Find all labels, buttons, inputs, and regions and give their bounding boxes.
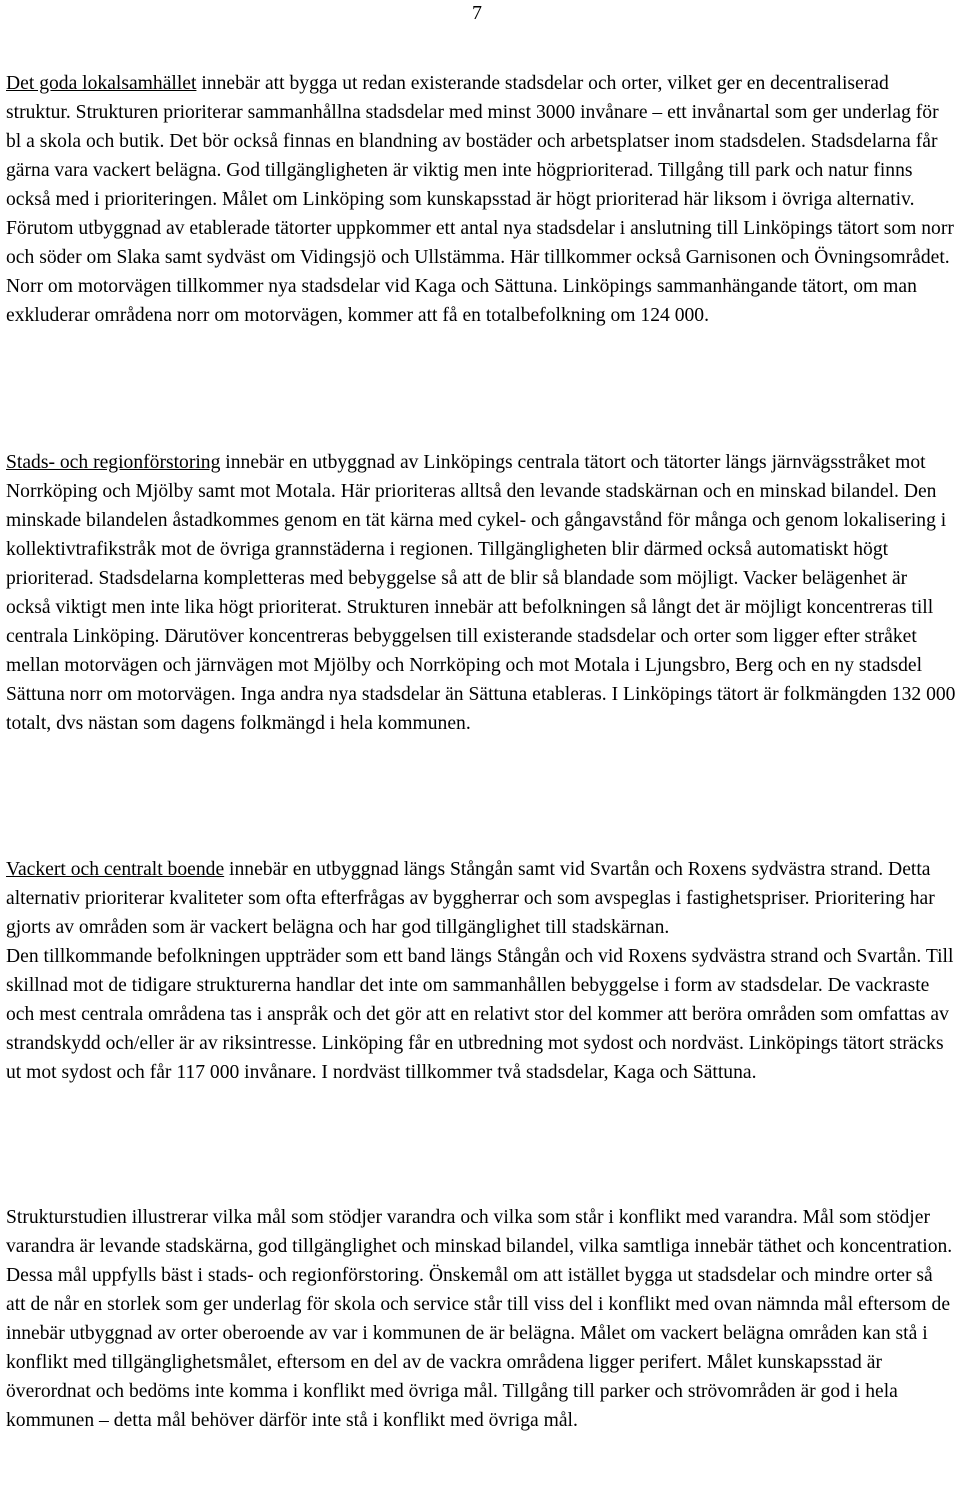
paragraph-text: innebär en utbyggnad av Linköpings centrala tätort och tätorter längs järnvägsstråket mot Norrköping och Mjölby samt mot Motala. Här prioriteras alltså den levande stadskärnan och en minskad bilandel. Den minskade bilandelen åstadkommes genom en tät kärna med cykel- och gångavstånd för många och genom lokalisering i kollektivtrafikstråk mot de övriga grannstäderna i regionen. Tillgängligheten blir därmed också automatiskt högt prioriterad. Stadsdelarna kompletteras med bebyggelse så att de blir så blandade som möjligt. Vacker belägenhet är också viktigt men inte lika högt prioriterat. Strukturen innebär att befolkningen så långt det är möjligt koncentreras till centrala Linköping. Därutöver koncentreras bebyggelsen till existerande stadsdelar och orter som ligger efter stråket mellan motorvägen och järnvägen mot Mjölby och Norrköping och mot Motala i Ljungsbro, Berg och en ny stadsdel Sättuna norr om motorvägen. Inga andra nya stadsdelar än Sättuna etableras. I Linköpings tätort är folkmängden 132 000 totalt, dvs nästan som dagens folkmängd i hela kommunen. <box>6 452 956 734</box>
section-vackert-boende <box>6 855 956 1087</box>
section-heading: Det goda lokalsamhället <box>6 73 197 94</box>
section-heading: Vackert och centralt boende <box>6 859 225 880</box>
paragraph: Den tillkommande befolkningen uppträder som ett band längs Stångån och vid Roxens sydvästra strand och Svartån. Till skillnad mot de tidigare strukturerna handlar det inte om sammanhållen bebyggelse i form av stadsdelar. De vackraste och mest centrala områdena tas i anspråk och det gör att en relativt stor del kommer att beröra områden som omfattas av strandskydd och/eller är av riksintresse. Linköping får en utbredning mot sydost och nordväst. Linköpings tätort sträcks ut mot sydost och får 117 000 invånare. I nordväst tillkommer två stadsdelar, Kaga och Sättuna. <box>6 946 954 1083</box>
page-number: 7 <box>472 2 482 24</box>
paragraph-text: innebär en utbyggnad längs Stångån samt vid Svartån och Roxens sydvästra strand. Detta alternativ prioriterar kvaliteter som ofta efterfrågas av byggherrar och som avspeglas i fastighetspriser. Prioritering har gjorts av områden som är vackert belägna och har god tillgänglighet till stadskärnan. <box>6 859 935 938</box>
section-heading: Stads- och regionförstoring <box>6 452 221 473</box>
paragraph <box>6 855 956 942</box>
section-lokalsamhallet <box>6 69 956 330</box>
paragraph-text: innebär att bygga ut redan existerande stadsdelar och orter, vilket ger en decentraliserad struktur. Strukturen prioriterar sammanhållna stadsdelar med minst 3000 invånare – ett invånartal som ger underlag för bl a skola och butik. Det bör också finnas en blandning av bostäder och arbetsplatser inom stadsdelen. Stadsdelarna får gärna vara vackert belägna. God tillgängligheten är viktig men inte högprioriterad. Tillgång till park och natur finns också med i prioriteringen. Målet om Linköping som kunskapsstad är högt prioriterad här liksom i övriga alternativ. <box>6 73 939 210</box>
paragraph: Förutom utbyggnad av etablerade tätorter uppkommer ett antal nya stadsdelar i anslutning till Linköpings tätort som norr och söder om Slaka samt sydväst om Vidingsjö och Ullstämma. Här tillkommer också Garnisonen och Övningsområdet. Norr om motorvägen tillkommer nya stadsdelar vid Kaga och Sättuna. Linköpings sammanhängande tätort, om man exkluderar områdena norr om motorvägen, kommer att få en totalbefolkning om 124 000. <box>6 218 954 326</box>
paragraph <box>6 69 956 214</box>
paragraph: Strukturstudien illustrerar vilka mål som stödjer varandra och vilka som står i konflikt med varandra. Mål som stödjer varandra är levande stadskärna, god tillgänglighet och minskad bilandel, vilka samtliga innebär täthet och koncentration. Dessa mål uppfylls bäst i stads- och regionförstoring. Önskemål om att istället bygga ut stadsdelar och mindre orter så att de når en storlek som ger underlag för skola och service står till viss del i konflikt med ovan nämnda mål eftersom de innebär utbyggnad av orter oberoende av var i kommunen de är belägna. Målet om vackert belägna områden kan stå i konflikt med tillgänglighetsmålet, eftersom en del av de vackra områdena ligger perifert. Målet kunskapsstad är överordnat och bedöms inte komma i konflikt med övriga mål. Tillgång till parker och strövområden är god i hela kommunen – detta mål behöver därför inte stå i konflikt med övriga mål. <box>6 1207 953 1431</box>
section-summary <box>6 1203 956 1435</box>
section-regionforstoring <box>6 448 956 738</box>
paragraph <box>6 448 956 738</box>
